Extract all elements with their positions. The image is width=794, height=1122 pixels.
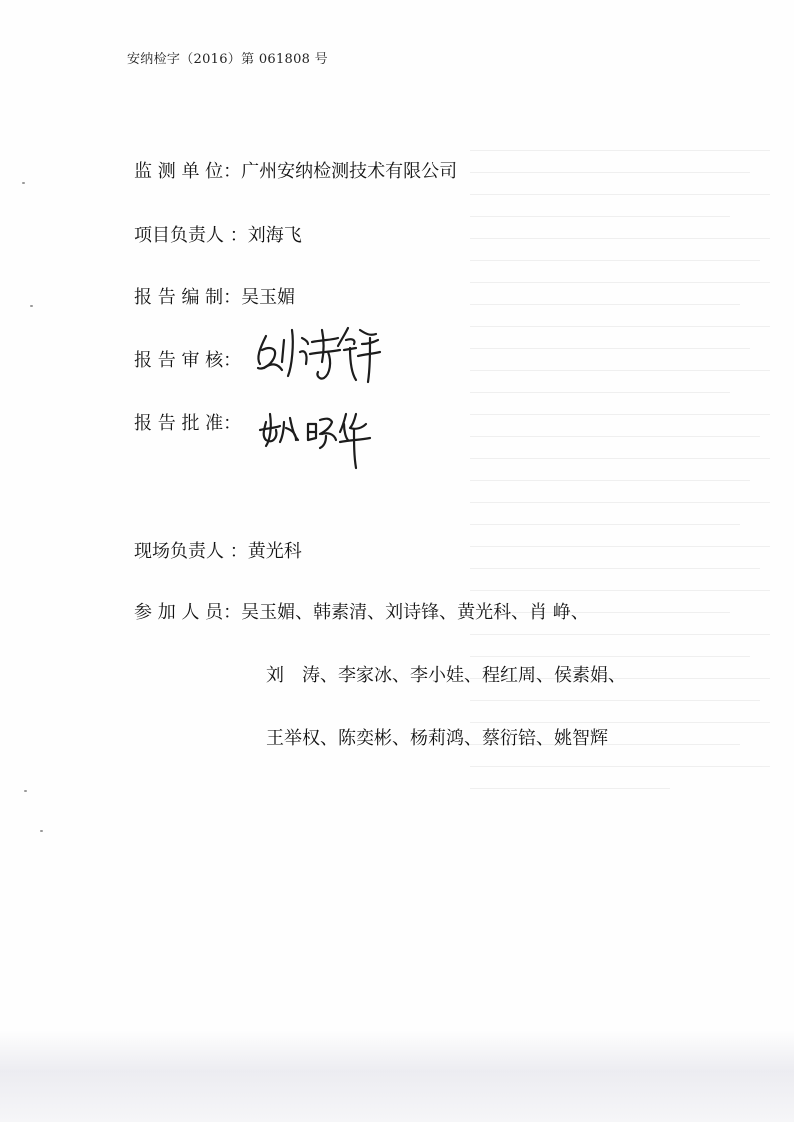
participants-line-3: 王举权、陈奕彬、杨莉鸿、蔡衍锫、姚智辉 — [266, 728, 608, 749]
report-approver-row — [134, 412, 241, 436]
site-leader-label: 现场负责人 ： — [134, 541, 248, 562]
scan-speck — [40, 830, 43, 832]
project-leader-value: 刘海飞 — [247, 225, 302, 246]
site-leader-row — [134, 540, 302, 564]
document-number: 安纳检字（2016）第 061808 号 — [127, 52, 328, 67]
project-leader-label: 项目负责人 ： — [134, 225, 248, 246]
report-compiler-label: 报 告 编 制： — [134, 287, 242, 308]
participants-line-2: 刘 涛、李家冰、李小娃、程红周、侯素娟、 — [266, 665, 626, 686]
reverse-side-bleed — [470, 60, 790, 800]
approver-signature — [256, 400, 376, 472]
report-reviewer-row — [134, 349, 241, 373]
monitoring-unit-row — [134, 160, 457, 184]
monitoring-unit-value: 广州安纳检测技术有限公司 — [241, 161, 458, 182]
project-leader-row — [134, 224, 302, 248]
participants-row — [134, 601, 589, 625]
monitoring-unit-label: 监 测 单 位： — [134, 161, 242, 182]
participants-label: 参 加 人 员： — [134, 602, 242, 623]
participants-line-1: 吴玉媚、韩素清、刘诗锋、黄光科、肖 峥、 — [241, 602, 589, 623]
reviewer-signature — [252, 318, 382, 390]
scan-speck — [30, 305, 33, 307]
report-approver-label: 报 告 批 准： — [134, 413, 242, 434]
site-leader-value: 黄光科 — [247, 541, 302, 562]
scan-shadow — [0, 1030, 794, 1122]
scan-speck — [24, 790, 27, 792]
report-compiler-value: 吴玉媚 — [241, 287, 296, 308]
report-reviewer-label: 报 告 审 核： — [134, 350, 242, 371]
report-compiler-row — [134, 286, 295, 310]
scan-speck — [22, 182, 25, 184]
